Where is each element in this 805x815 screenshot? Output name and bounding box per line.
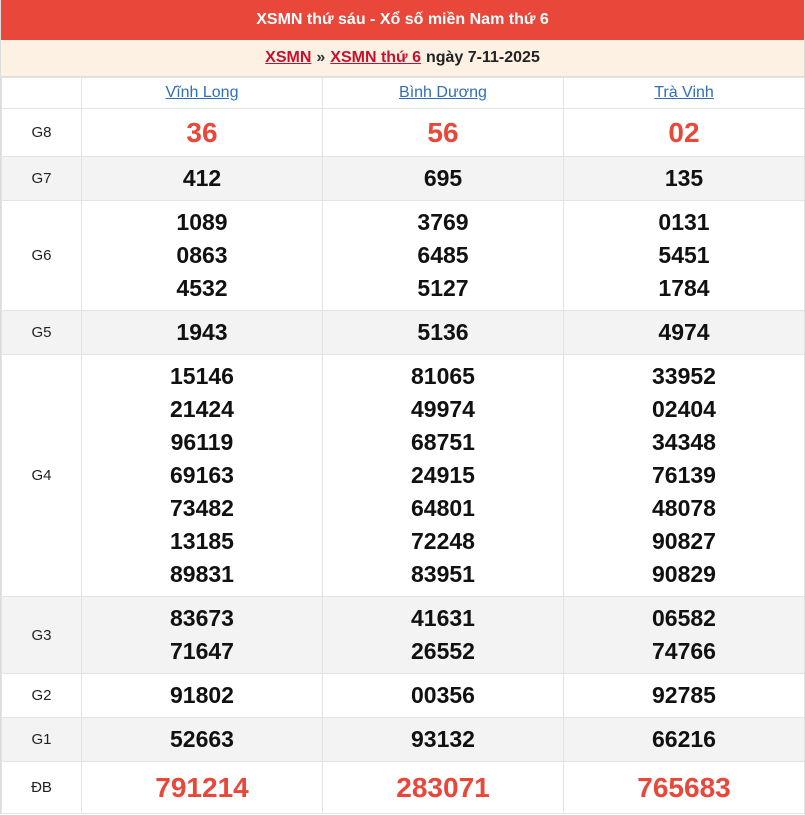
prize-cell <box>82 674 323 718</box>
prize-number: 3769 <box>417 209 469 235</box>
prize-row-5 <box>2 597 805 674</box>
prize-number: 71647 <box>170 638 234 664</box>
breadcrumb-date: ngày 7-11-2025 <box>425 49 540 66</box>
prize-cell <box>323 109 564 157</box>
prize-number: 48078 <box>652 495 716 521</box>
prize-number: 0131 <box>658 209 710 235</box>
prize-cell <box>323 311 564 355</box>
prize-number: 1089 <box>176 209 228 235</box>
prize-cell <box>323 201 564 311</box>
prize-number: 4974 <box>658 319 710 345</box>
prize-number: 36 <box>186 117 218 148</box>
prize-number: 56 <box>427 117 459 148</box>
prize-number: 13185 <box>170 528 234 554</box>
prize-cell <box>323 674 564 718</box>
prize-number: 41631 <box>411 605 475 631</box>
prize-number: 5127 <box>417 275 469 301</box>
prize-number: 96119 <box>170 429 234 455</box>
prize-number: 68751 <box>411 429 475 455</box>
prize-row-3 <box>2 311 805 355</box>
prize-number: 89831 <box>170 561 234 587</box>
prize-number: 1943 <box>176 319 228 345</box>
prize-label: G1 <box>2 718 82 762</box>
prize-number: 33952 <box>652 363 716 389</box>
prize-number: 4532 <box>176 275 228 301</box>
prize-cell <box>82 109 323 157</box>
prize-number: 765683 <box>637 772 731 803</box>
prize-number: 93132 <box>411 726 475 752</box>
prize-number: 283071 <box>396 772 490 803</box>
prize-cell <box>564 157 805 201</box>
prize-number: 49974 <box>411 396 475 422</box>
breadcrumb-weekday-link[interactable]: XSMN thứ 6 <box>330 49 421 66</box>
prize-row-7 <box>2 718 805 762</box>
prize-number: 74766 <box>652 638 716 664</box>
breadcrumb <box>1 40 804 77</box>
page-title: XSMN thứ sáu - Xổ số miền Nam thứ 6 <box>256 11 549 28</box>
prize-row-2 <box>2 201 805 311</box>
province-header-cell <box>323 78 564 109</box>
prize-number: 06582 <box>652 605 716 631</box>
prize-cell <box>564 355 805 597</box>
prize-label: G8 <box>2 109 82 157</box>
prize-cell <box>564 674 805 718</box>
prize-row-1 <box>2 157 805 201</box>
prize-number: 5136 <box>417 319 469 345</box>
province-link-vinh-long[interactable]: Vĩnh Long <box>165 84 239 101</box>
prize-row-8 <box>2 762 805 814</box>
prize-number: 412 <box>182 165 222 191</box>
prize-cell <box>82 355 323 597</box>
prize-cell <box>82 718 323 762</box>
prize-cell <box>564 201 805 311</box>
province-header-cell <box>82 78 323 109</box>
prize-row-6 <box>2 674 805 718</box>
prize-number: 72248 <box>411 528 475 554</box>
breadcrumb-separator: » <box>316 49 326 66</box>
prize-number: 24915 <box>411 462 475 488</box>
prize-number: 91802 <box>170 682 234 708</box>
prize-number: 90827 <box>652 528 716 554</box>
prize-cell <box>82 597 323 674</box>
prize-number: 73482 <box>170 495 234 521</box>
prize-cell <box>564 597 805 674</box>
prize-cell <box>82 157 323 201</box>
prize-number: 791214 <box>155 772 249 803</box>
prize-cell <box>323 355 564 597</box>
prize-number: 76139 <box>652 462 716 488</box>
prize-cell <box>323 718 564 762</box>
prize-cell <box>323 157 564 201</box>
prize-cell <box>82 311 323 355</box>
prize-label: G7 <box>2 157 82 201</box>
prize-number: 02 <box>668 117 700 148</box>
prize-number: 52663 <box>170 726 234 752</box>
prize-number: 92785 <box>652 682 716 708</box>
prize-number: 83951 <box>411 561 475 587</box>
prize-number: 695 <box>423 165 463 191</box>
prize-cell <box>564 109 805 157</box>
prize-number: 6485 <box>417 242 469 268</box>
province-header-row <box>2 78 805 109</box>
prize-number: 00356 <box>411 682 475 708</box>
prize-cell <box>564 762 805 814</box>
prize-number: 90829 <box>652 561 716 587</box>
prize-cell <box>564 718 805 762</box>
prize-label: G4 <box>2 355 82 597</box>
results-table <box>1 77 805 814</box>
prize-number: 69163 <box>170 462 234 488</box>
prize-cell <box>323 762 564 814</box>
prize-cell <box>564 311 805 355</box>
prize-number: 26552 <box>411 638 475 664</box>
prize-number: 83673 <box>170 605 234 631</box>
prize-number: 0863 <box>176 242 228 268</box>
prize-row-4 <box>2 355 805 597</box>
prize-number: 81065 <box>411 363 475 389</box>
prize-row-0 <box>2 109 805 157</box>
prize-number: 1784 <box>658 275 710 301</box>
prize-cell <box>82 201 323 311</box>
prize-label: G3 <box>2 597 82 674</box>
breadcrumb-xsmn-link[interactable]: XSMN <box>265 49 312 66</box>
prize-cell <box>323 597 564 674</box>
prize-label: G2 <box>2 674 82 718</box>
province-link-tra-vinh[interactable]: Trà Vinh <box>654 84 714 101</box>
prize-number: 64801 <box>411 495 475 521</box>
prize-number: 135 <box>664 165 704 191</box>
prize-label: G6 <box>2 201 82 311</box>
prize-number: 02404 <box>652 396 716 422</box>
corner-cell <box>2 78 82 109</box>
prize-label: G5 <box>2 311 82 355</box>
province-header-cell <box>564 78 805 109</box>
prize-number: 5451 <box>658 242 710 268</box>
header-bar <box>1 0 804 40</box>
prize-number: 66216 <box>652 726 716 752</box>
prize-number: 15146 <box>170 363 234 389</box>
prize-number: 34348 <box>652 429 716 455</box>
prize-number: 21424 <box>170 396 234 422</box>
prize-label: ĐB <box>2 762 82 814</box>
province-link-binh-duong[interactable]: Bình Dương <box>399 84 487 101</box>
prize-cell <box>82 762 323 814</box>
